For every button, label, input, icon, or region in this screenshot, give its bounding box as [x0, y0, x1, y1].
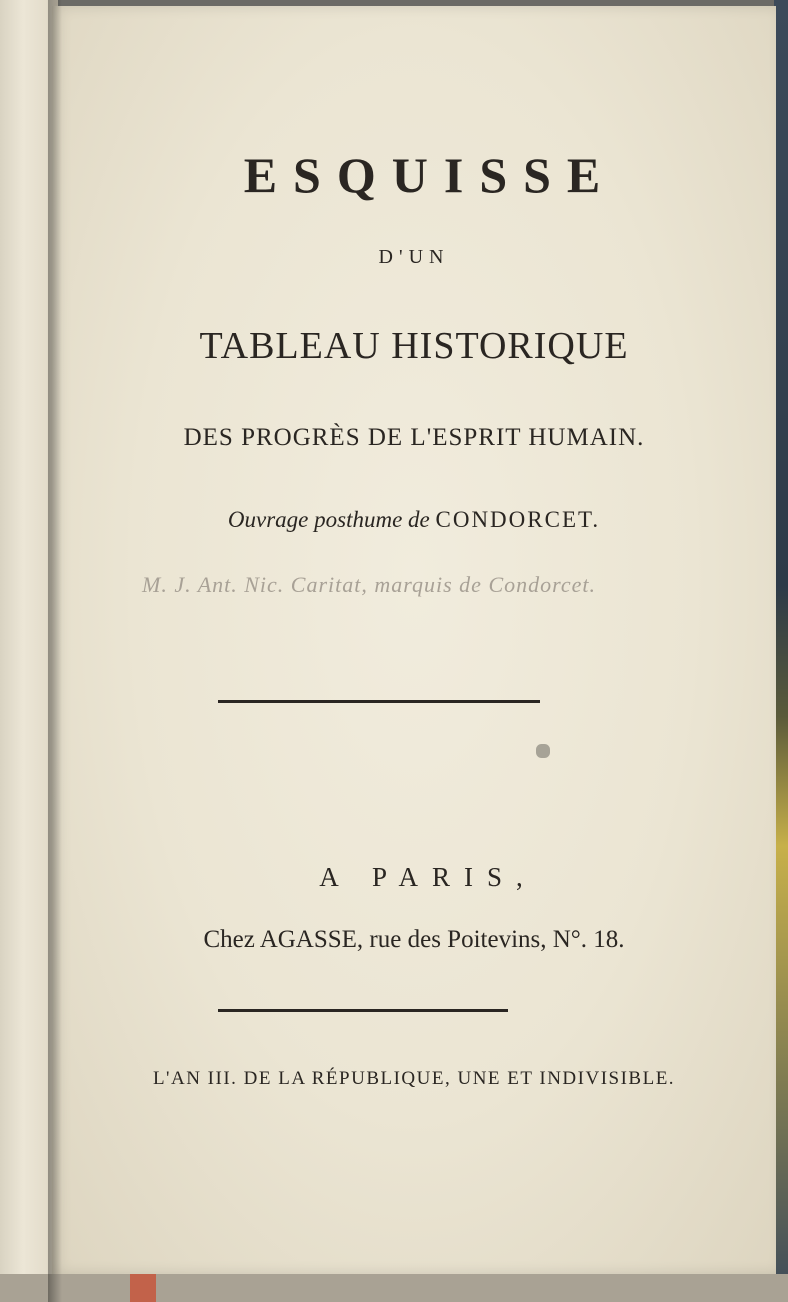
book-title: ESQUISSE: [243, 147, 617, 203]
handwritten-note: M. J. Ant. Nic. Caritat, marquis de Condorcet.: [142, 572, 596, 597]
title-page: [52, 6, 776, 1274]
ink-spot: [536, 744, 550, 758]
publisher-line: Chez AGASSE, rue des Poitevins, N°. 18.: [203, 926, 625, 953]
author-line: [52, 507, 776, 533]
bottom-edge: [0, 1274, 788, 1302]
title-connector: D'UN: [378, 246, 450, 268]
divider-rule-top: [218, 700, 540, 703]
date-line: L'AN III. DE LA RÉPUBLIQUE, UNE ET INDIVISIBLE.: [152, 1068, 676, 1089]
work-prefix: Ouvrage posthume de: [227, 507, 430, 532]
place-of-publication: A PARIS,: [319, 862, 537, 892]
book-subtitle-2: DES PROGRÈS DE L'ESPRIT HUMAIN.: [183, 424, 645, 451]
divider-rule-bottom: [218, 1009, 508, 1012]
gutter-shadow: [48, 0, 62, 1302]
book-subtitle: TABLEAU HISTORIQUE: [199, 325, 629, 367]
bookmark-ribbon: [130, 1274, 156, 1302]
author-name: CONDORCET.: [435, 507, 601, 532]
